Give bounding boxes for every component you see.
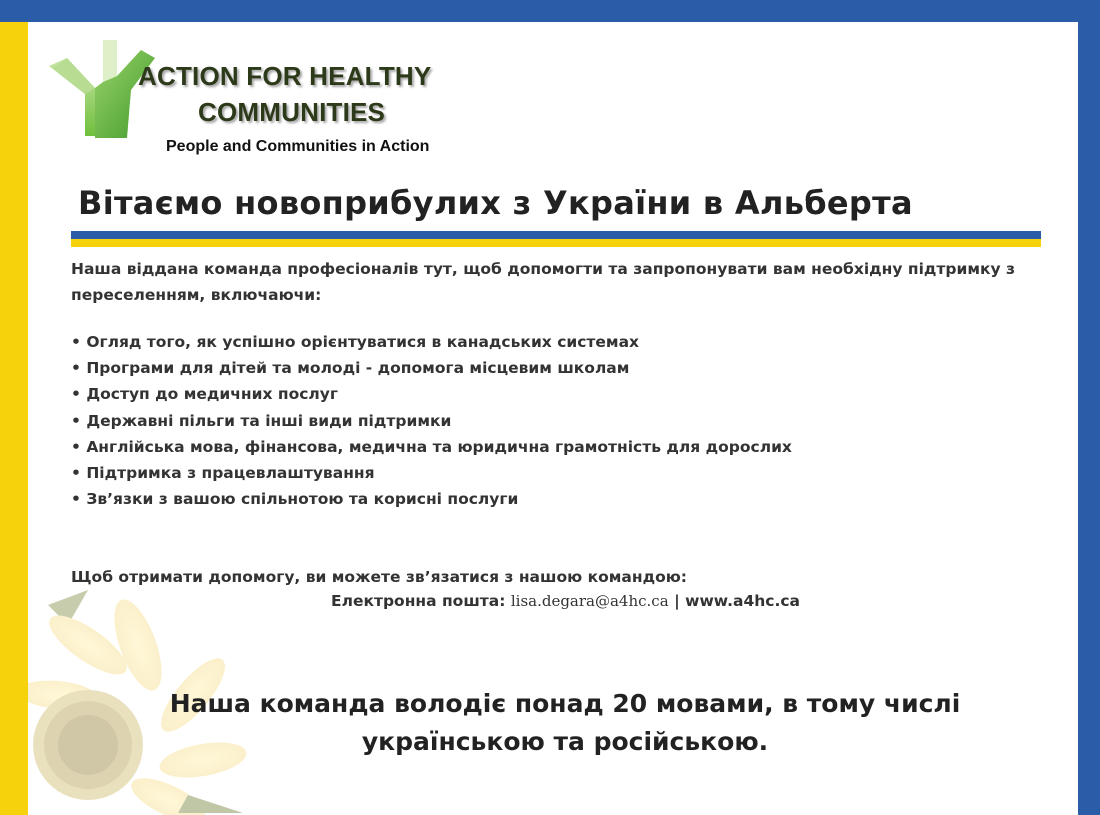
list-item: • Програми для дітей та молоді - допомога місцевим школам bbox=[71, 355, 792, 381]
email-label: Електронна пошта: bbox=[331, 592, 506, 610]
list-item: • Огляд того, як успішно орієнтуватися в канадських системах bbox=[71, 329, 792, 355]
closing-statement bbox=[150, 685, 980, 761]
logo-line-2: COMMUNITIES bbox=[198, 97, 386, 127]
flag-stripe-blue bbox=[71, 231, 1041, 239]
list-item: • Зв’язки з вашою спільнотою та корисні послуги bbox=[71, 486, 792, 512]
email-link[interactable]: lisa.degara@a4hc.ca bbox=[510, 592, 669, 610]
list-item: • Англійська мова, фінансова, медична та юридична грамотність для дорослих bbox=[71, 434, 792, 460]
list-item: • Підтримка з працевлаштування bbox=[71, 460, 792, 486]
services-list bbox=[71, 329, 792, 512]
page-title: Вітаємо новоприбулих з України в Альберта bbox=[78, 184, 913, 222]
logo-line-1: ACTION FOR HEALTHY bbox=[138, 61, 432, 91]
right-blue-border bbox=[1078, 0, 1100, 815]
intro-paragraph: Наша віддана команда професіоналів тут, щоб допомогти та запропонувати вам необхідну підтримку з переселенням, включаючи: bbox=[71, 260, 1016, 304]
contact-line bbox=[331, 592, 800, 610]
contact-lead: Щоб отримати допомогу, ви можете зв’язатися з нашою командою: bbox=[71, 568, 688, 586]
top-blue-border bbox=[0, 0, 1100, 22]
closing-line-1: Наша команда володіє понад 20 мовами, в тому числі bbox=[169, 689, 961, 718]
closing-line-2: українською та російською. bbox=[361, 727, 769, 756]
flag-stripe-yellow bbox=[71, 239, 1041, 247]
list-item: • Державні пільги та інші види підтримки bbox=[71, 408, 792, 434]
contact-separator: | bbox=[674, 592, 680, 610]
website-link[interactable]: www.a4hc.ca bbox=[685, 592, 800, 610]
list-item: • Доступ до медичних послуг bbox=[71, 381, 792, 407]
logo-tagline: People and Communities in Action bbox=[166, 138, 430, 155]
left-yellow-border bbox=[0, 22, 28, 815]
